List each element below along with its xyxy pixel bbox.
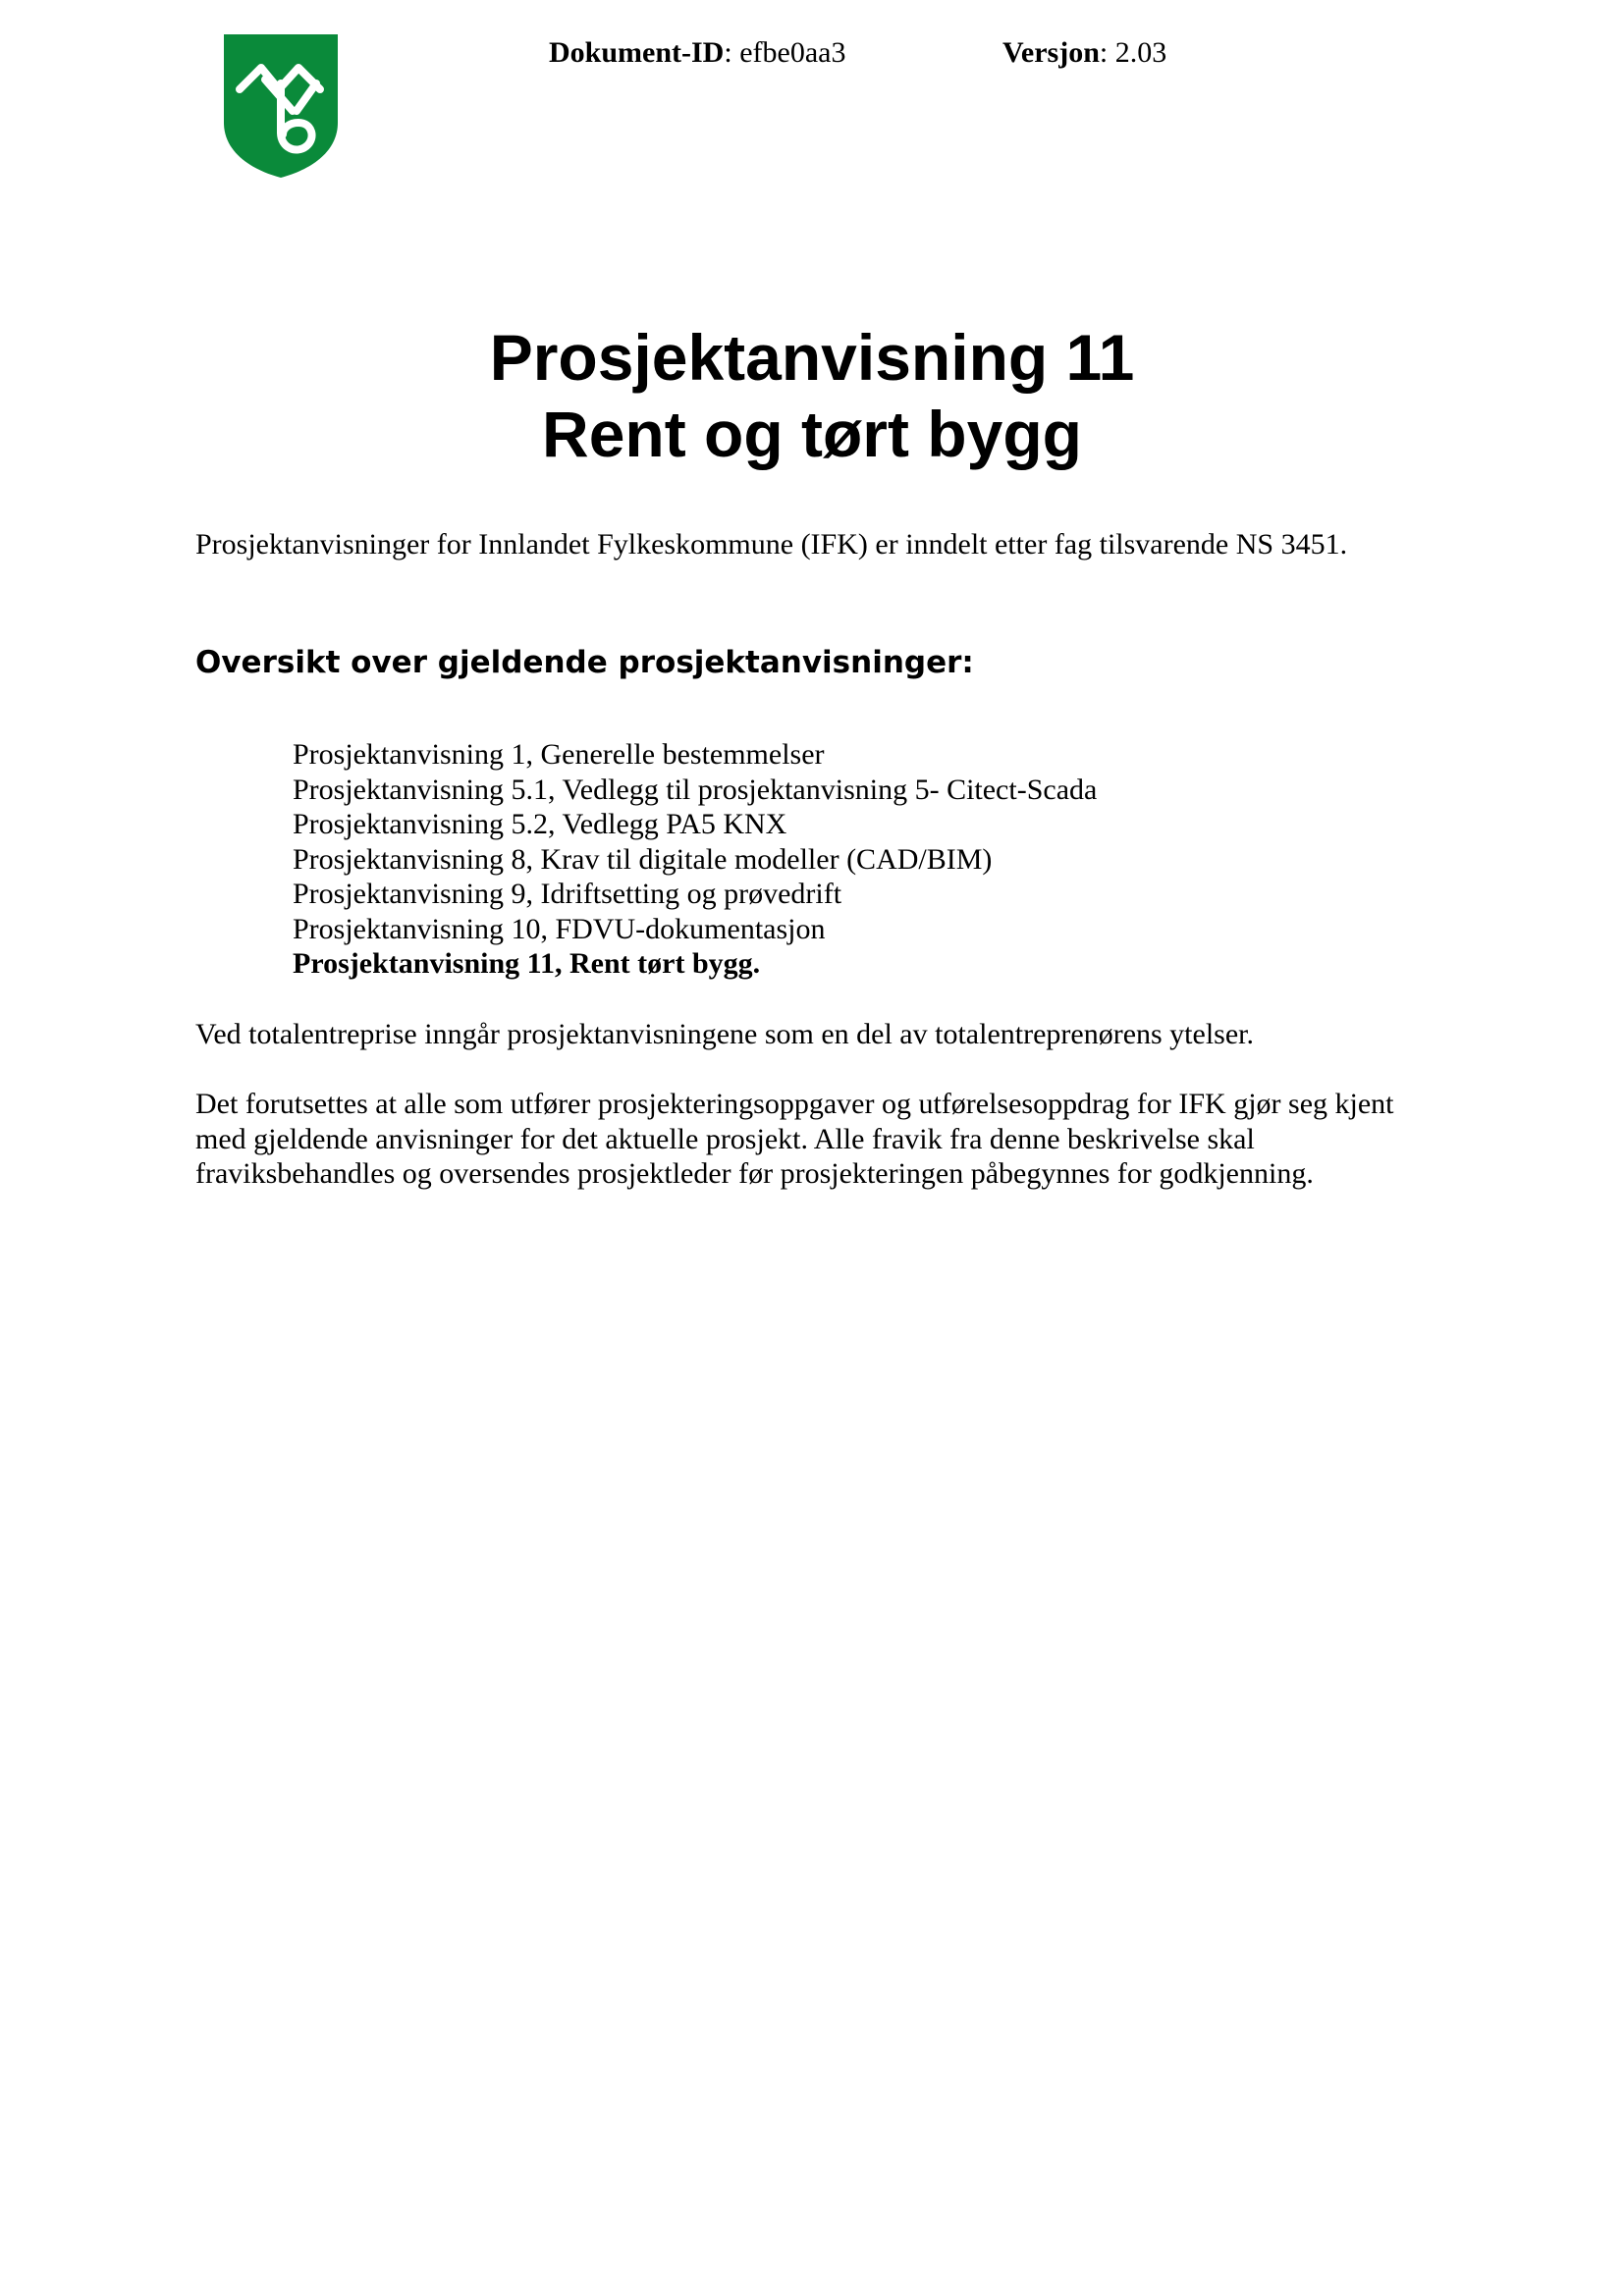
version-label: Versjon	[1002, 36, 1100, 69]
list-item: Prosjektanvisning 1, Generelle bestemmelser	[293, 738, 825, 771]
paragraph-line: Det forutsettes at alle som utfører prosjekteringsoppgaver og utførelsesoppdrag for IFK gjør seg kjent	[195, 1088, 1394, 1120]
list-item: Prosjektanvisning 9, Idriftsetting og prøvedrift	[293, 878, 842, 910]
list-item-current: Prosjektanvisning 11, Rent tørt bygg.	[293, 947, 761, 980]
list-item: Prosjektanvisning 5.2, Vedlegg PA5 KNX	[293, 808, 787, 840]
list-item: Prosjektanvisning 10, FDVU-dokumentasjon	[293, 912, 826, 945]
title-line-1: Prosjektanvisning 11	[489, 321, 1135, 394]
paragraph-line: fraviksbehandles og oversendes prosjektleder før prosjekteringen påbegynnes for godkjenning.	[195, 1157, 1314, 1190]
document-id-label: Dokument-ID	[549, 36, 725, 69]
overview-list	[293, 737, 1097, 982]
totalentreprise-paragraph: Ved totalentreprise inngår prosjektanvisningene som en del av totalentreprenørens ytelser.	[195, 1018, 1254, 1050]
document-id-value: : efbe0aa3	[724, 36, 846, 69]
title-line-2: Rent og tørt bygg	[542, 398, 1082, 470]
list-item: Prosjektanvisning 8, Krav til digitale modeller (CAD/BIM)	[293, 842, 993, 876]
document-id-field	[549, 35, 845, 71]
requirements-paragraph	[195, 1087, 1472, 1192]
version-value: : 2.03	[1099, 36, 1167, 69]
overview-heading: Oversikt over gjeldende prosjektanvisninger:	[195, 645, 974, 680]
document-title	[0, 319, 1624, 472]
list-item: Prosjektanvisning 5.1, Vedlegg til prosjektanvisning 5- Citect-Scada	[293, 773, 1098, 806]
version-field	[1002, 35, 1166, 71]
intro-paragraph: Prosjektanvisninger for Innlandet Fylkeskommune (IFK) er inndelt etter fag tilsvarende NS 3451.	[195, 528, 1348, 561]
paragraph-line: med gjeldende anvisninger for det aktuelle prosjekt. Alle fravik fra denne beskrivelse skal	[195, 1122, 1255, 1155]
shield-logo-icon	[222, 32, 340, 180]
